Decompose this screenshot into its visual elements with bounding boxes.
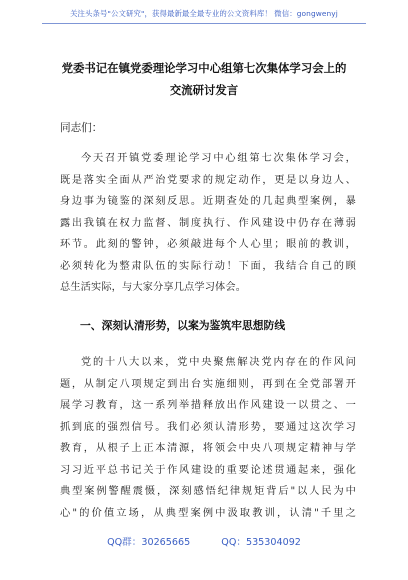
paragraph-line: 总生活实际，与大家分享几点学习体会。 bbox=[60, 282, 247, 293]
paragraph-line: 必须转化为整肃队伍的实际行动！下面，我结合自己的顾 bbox=[60, 260, 356, 272]
paragraph-line: 心"的价值立场，从典型案例中汲取教训，认清"千里之 bbox=[60, 507, 356, 519]
document-title-line-2: 交流研讨发言 bbox=[169, 83, 239, 97]
paragraph-line: 习习近平总书记关于作风建设的重要论述贯通起来，强化 bbox=[60, 464, 356, 476]
footer-qq-number: QQ：535304092 bbox=[221, 537, 301, 548]
footer-contact bbox=[0, 534, 408, 548]
paragraph-line: 抓到底的强烈信号。我们必须认清形势，要通过这次学习 bbox=[60, 421, 356, 433]
paragraph-line: 党的十八大以来，党中央聚焦解决党内存在的作风问 bbox=[81, 357, 356, 368]
paragraph-line: 身边事为镜鉴的深刻反思。近期查处的几起典型案例，暴 bbox=[60, 196, 356, 207]
salutation: 同志们： bbox=[60, 122, 103, 134]
paragraph-line: 典型案例警醒震慑，深刻感悟纪律规矩背后"以人民为中 bbox=[60, 486, 356, 497]
header-banner: 关注头条号"公文研究"，获得最新最全最专业的公文资料库！ 微信：gongwenyj bbox=[70, 9, 338, 18]
paragraph-intro bbox=[60, 148, 356, 299]
paragraph-line: 教育，从根子上正本清源，将领会中央八项规定精神与学 bbox=[60, 443, 356, 454]
paragraph-section-1 bbox=[60, 352, 356, 524]
paragraph-line: 今天召开镇党委理论学习中心组第七次集体学习会， bbox=[81, 153, 356, 164]
paragraph-line: 露出我镇在权力监督、制度执行、作风建设中仍存在薄弱 bbox=[60, 217, 356, 229]
document-title-line-1: 党委书记在镇党委理论学习中心组第七次集体学习会上的 bbox=[61, 61, 347, 75]
footer-qq-group: QQ群：30265665 bbox=[107, 537, 191, 548]
paragraph-line: 环节。此刻的警钟，必须敲进每个人心里；眼前的教训， bbox=[60, 239, 356, 250]
section-heading-1: 一、深刻认清形势，以案为鉴筑牢思想防线 bbox=[80, 319, 286, 332]
paragraph-line: 既是落实全面从严治党要求的规定动作，更是以身边人、 bbox=[60, 174, 356, 186]
paragraph-line: 题，从制定八项规定到出台实施细则，再到在全党部署开 bbox=[60, 378, 356, 390]
paragraph-line: 展学习教育，这一系列举措释放出作风建设一以贯之、一 bbox=[60, 400, 356, 411]
header-divider bbox=[42, 23, 366, 24]
